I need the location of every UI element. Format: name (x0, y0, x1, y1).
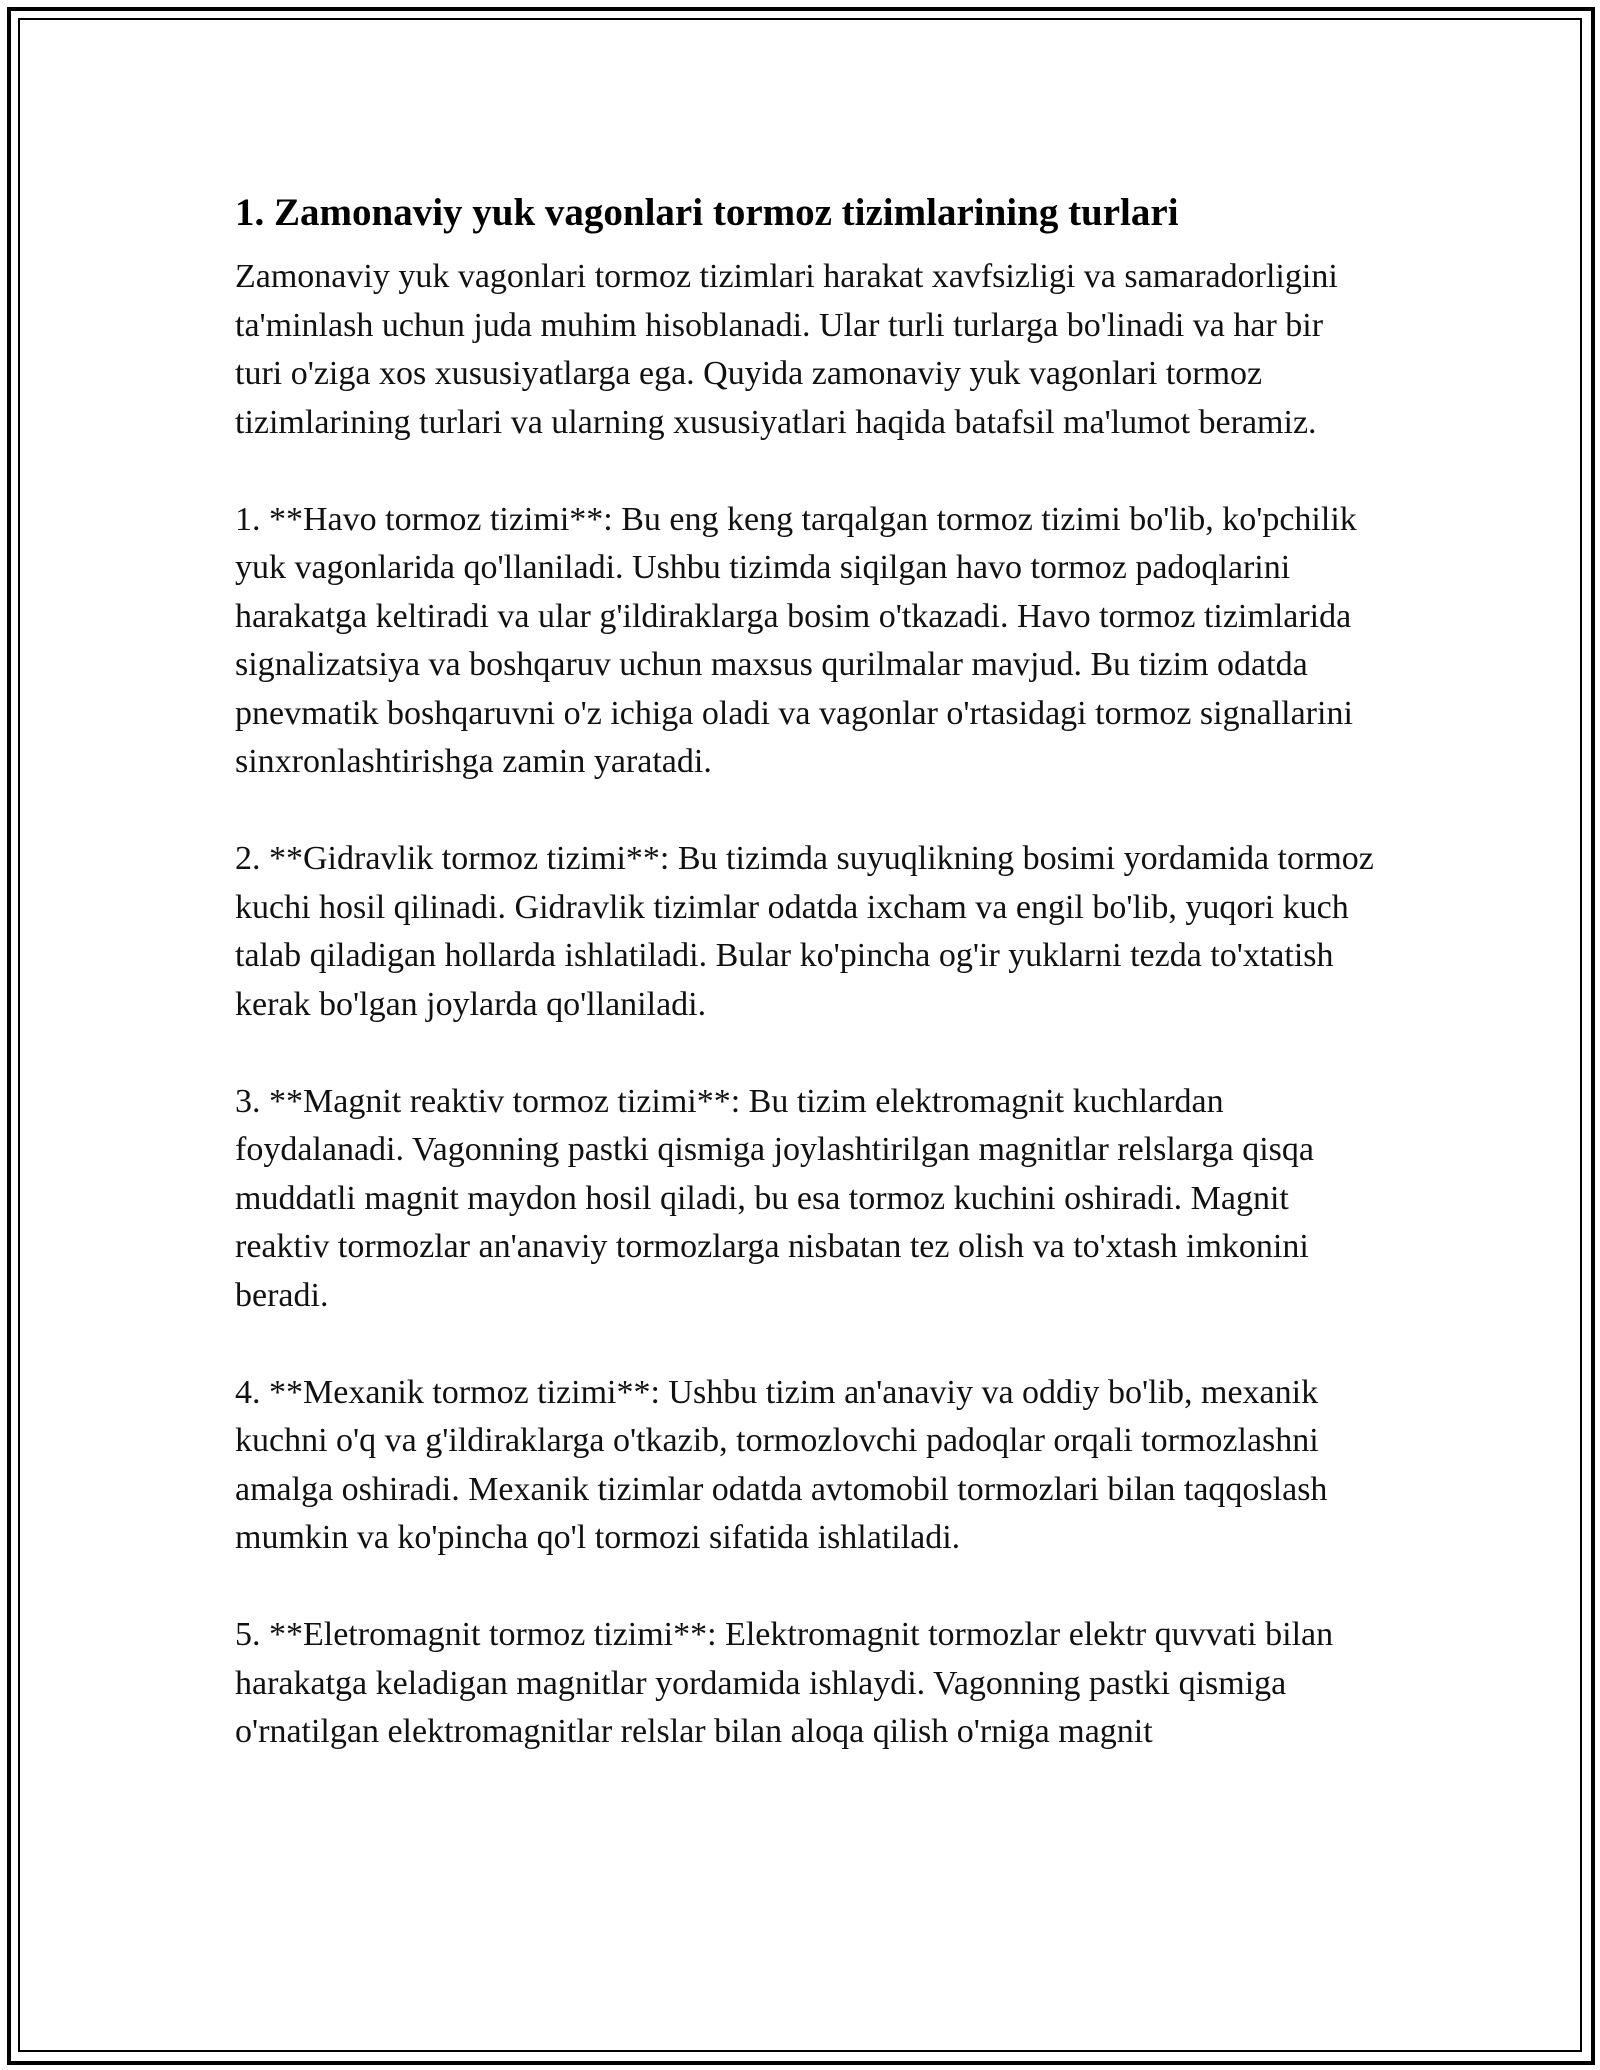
paragraph-magnetic-reactive-brake: 3. **Magnit reaktiv tormoz tizimi**: Bu tizim elektromagnit kuchlardan foydalanadi. Vagonning pastki qismiga joylashtirilgan magnitlar relslarga qisqa muddatli magnit maydon hosil qiladi, bu esa tormoz kuchini oshiradi. Magnit reaktiv tormozlar an'anaviy tormozlarga nisbatan tez olish va to'xtash imkonini beradi. (235, 1082, 1314, 1314)
paragraph-air-brake: 1. **Havo tormoz tizimi**: Bu eng keng tarqalgan tormoz tizimi bo'lib, ko'pchilik yuk vagonlarida qo'llaniladi. Ushbu tizimda siqilgan havo tormoz padoqlarini harakatga keltiradi va ular g'ildiraklarga bosim o'tkazadi. Havo tormoz tizimlarida signalizatsiya va boshqaruv uchun maxsus qurilmalar mavjud. Bu tizim odatda pnevmatik boshqaruvni o'z ichiga oladi va vagonlar o'rtasidagi tormoz signallarini sinxronlashtirishga zamin yaratadi. (235, 500, 1357, 780)
section-heading: 1. Zamonaviy yuk vagonlari tormoz tizimlarining turlari (235, 191, 1179, 234)
document-body (235, 185, 1375, 1805)
intro-paragraph: Zamonaviy yuk vagonlari tormoz tizimlari harakat xavfsizligi va samaradorligini ta'minlash uchun juda muhim hisoblanadi. Ular turli turlarga bo'linadi va har bir turi o'ziga xos xususiyatlarga ega. Quyida zamonaviy yuk vagonlari tormoz tizimlarining turlari va ularning xususiyatlari haqida batafsil ma'lumot beramiz. (235, 258, 1338, 441)
paragraph-electromagnetic-brake: 5. **Eletromagnit tormoz tizimi**: Elektromagnit tormozlar elektr quvvati bilan harakatga keladigan magnitlar yordamida ishlaydi. Vagonning pastki qismiga o'rnatilgan elektromagnitlar relslar bilan aloqa qilish o'rniga magnit (235, 1616, 1334, 1750)
paragraph-hydraulic-brake: 2. **Gidravlik tormoz tizimi**: Bu tizimda suyuqlikning bosimi yordamida tormoz kuchi hosil qilinadi. Gidravlik tizimlar odatda ixcham va engil bo'lib, yuqori kuch talab qiladigan hollarda ishlatiladi. Bular ko'pincha og'ir yuklarni tezda to'xtatish kerak bo'lgan joylarda qo'llaniladi. (235, 840, 1374, 1023)
paragraph-mechanical-brake: 4. **Mexanik tormoz tizimi**: Ushbu tizim an'anaviy va oddiy bo'lib, mexanik kuchni o'q va g'ildiraklarga o'tkazib, tormozlovchi padoqlar orqali tormozlashni amalga oshiradi. Mexanik tizimlar odatda avtomobil tormozlari bilan taqqoslash mumkin va ko'pincha qo'l tormozi sifatida ishlatiladi. (235, 1373, 1328, 1556)
